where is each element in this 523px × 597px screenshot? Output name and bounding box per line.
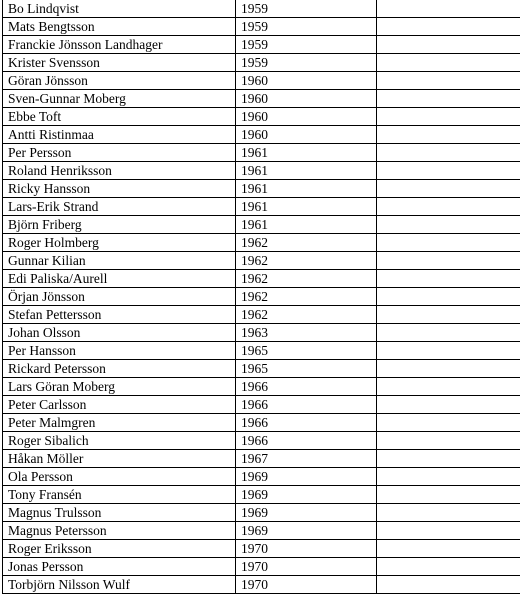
cell-name[interactable]: Ebbe Toft bbox=[3, 108, 236, 126]
cell-empty[interactable] bbox=[377, 0, 521, 18]
cell-name[interactable]: Lars Göran Moberg bbox=[3, 378, 236, 396]
cell-empty[interactable] bbox=[377, 180, 521, 198]
table-row bbox=[3, 468, 521, 486]
cell-year[interactable]: 1966 bbox=[236, 414, 377, 432]
cell-name[interactable]: Håkan Möller bbox=[3, 450, 236, 468]
cell-year[interactable]: 1965 bbox=[236, 360, 377, 378]
table-row bbox=[3, 0, 521, 18]
cell-year[interactable]: 1969 bbox=[236, 468, 377, 486]
cell-year[interactable]: 1969 bbox=[236, 522, 377, 540]
table-row bbox=[3, 576, 521, 594]
table-row bbox=[3, 18, 521, 36]
cell-year[interactable]: 1969 bbox=[236, 486, 377, 504]
cell-name[interactable]: Magnus Petersson bbox=[3, 522, 236, 540]
cell-empty[interactable] bbox=[377, 414, 521, 432]
cell-year[interactable]: 1966 bbox=[236, 432, 377, 450]
table-row bbox=[3, 306, 521, 324]
cell-name[interactable]: Roland Henriksson bbox=[3, 162, 236, 180]
cell-empty[interactable] bbox=[377, 36, 521, 54]
table-row bbox=[3, 216, 521, 234]
table-row bbox=[3, 252, 521, 270]
table-row bbox=[3, 360, 521, 378]
cell-empty[interactable] bbox=[377, 468, 521, 486]
cell-year[interactable]: 1959 bbox=[236, 36, 377, 54]
table-row bbox=[3, 432, 521, 450]
cell-empty[interactable] bbox=[377, 270, 521, 288]
cell-name[interactable]: Edi Paliska/Aurell bbox=[3, 270, 236, 288]
cell-empty[interactable] bbox=[377, 216, 521, 234]
names-table bbox=[2, 0, 520, 594]
cell-empty[interactable] bbox=[377, 360, 521, 378]
cell-year[interactable]: 1965 bbox=[236, 342, 377, 360]
cell-name[interactable]: Roger Sibalich bbox=[3, 432, 236, 450]
table-row bbox=[3, 450, 521, 468]
cell-empty[interactable] bbox=[377, 18, 521, 36]
cell-name[interactable]: Örjan Jönsson bbox=[3, 288, 236, 306]
cell-empty[interactable] bbox=[377, 234, 521, 252]
cell-year[interactable]: 1962 bbox=[236, 306, 377, 324]
table-row bbox=[3, 288, 521, 306]
cell-name[interactable]: Magnus Trulsson bbox=[3, 504, 236, 522]
cell-name[interactable]: Ricky Hansson bbox=[3, 180, 236, 198]
table-row bbox=[3, 234, 521, 252]
cell-name[interactable]: Ola Persson bbox=[3, 468, 236, 486]
cell-name[interactable]: Lars-Erik Strand bbox=[3, 198, 236, 216]
cell-name[interactable]: Björn Friberg bbox=[3, 216, 236, 234]
cell-name[interactable]: Roger Eriksson bbox=[3, 540, 236, 558]
cell-year[interactable]: 1960 bbox=[236, 126, 377, 144]
cell-empty[interactable] bbox=[377, 378, 521, 396]
cell-year[interactable]: 1960 bbox=[236, 72, 377, 90]
cell-name[interactable]: Rickard Petersson bbox=[3, 360, 236, 378]
cell-empty[interactable] bbox=[377, 576, 521, 594]
table-row bbox=[3, 270, 521, 288]
cell-empty[interactable] bbox=[377, 90, 521, 108]
cell-name[interactable]: Gunnar Kilian bbox=[3, 252, 236, 270]
table-row bbox=[3, 90, 521, 108]
cell-empty[interactable] bbox=[377, 198, 521, 216]
table-row bbox=[3, 540, 521, 558]
cell-empty[interactable] bbox=[377, 288, 521, 306]
table-row bbox=[3, 36, 521, 54]
cell-year[interactable]: 1961 bbox=[236, 162, 377, 180]
table-row bbox=[3, 108, 521, 126]
cell-empty[interactable] bbox=[377, 144, 521, 162]
spreadsheet-view bbox=[2, 0, 520, 597]
table-row bbox=[3, 342, 521, 360]
cell-empty[interactable] bbox=[377, 540, 521, 558]
table-row bbox=[3, 486, 521, 504]
cell-empty[interactable] bbox=[377, 504, 521, 522]
cell-year[interactable]: 1962 bbox=[236, 288, 377, 306]
cell-name[interactable]: Per Persson bbox=[3, 144, 236, 162]
cell-empty[interactable] bbox=[377, 486, 521, 504]
cell-empty[interactable] bbox=[377, 432, 521, 450]
cell-empty[interactable] bbox=[377, 558, 521, 576]
cell-empty[interactable] bbox=[377, 522, 521, 540]
cell-name[interactable]: Jonas Persson bbox=[3, 558, 236, 576]
table-row bbox=[3, 126, 521, 144]
cell-year[interactable]: 1966 bbox=[236, 396, 377, 414]
cell-empty[interactable] bbox=[377, 72, 521, 90]
cell-empty[interactable] bbox=[377, 342, 521, 360]
table-row bbox=[3, 378, 521, 396]
table-row bbox=[3, 414, 521, 432]
cell-year[interactable]: 1970 bbox=[236, 558, 377, 576]
cell-name[interactable]: Roger Holmberg bbox=[3, 234, 236, 252]
cell-name[interactable]: Johan Olsson bbox=[3, 324, 236, 342]
cell-year[interactable]: 1961 bbox=[236, 216, 377, 234]
cell-name[interactable]: Antti Ristinmaa bbox=[3, 126, 236, 144]
cell-empty[interactable] bbox=[377, 162, 521, 180]
table-row bbox=[3, 504, 521, 522]
cell-name[interactable]: Mats Bengtsson bbox=[3, 18, 236, 36]
cell-name[interactable]: Bo Lindqvist bbox=[3, 0, 236, 18]
table-row bbox=[3, 198, 521, 216]
table-row bbox=[3, 396, 521, 414]
cell-name[interactable]: Peter Carlsson bbox=[3, 396, 236, 414]
cell-empty[interactable] bbox=[377, 324, 521, 342]
cell-year[interactable]: 1960 bbox=[236, 108, 377, 126]
cell-name[interactable]: Per Hansson bbox=[3, 342, 236, 360]
table-row bbox=[3, 54, 521, 72]
table-row bbox=[3, 558, 521, 576]
cell-year[interactable]: 1970 bbox=[236, 540, 377, 558]
cell-year[interactable]: 1966 bbox=[236, 378, 377, 396]
cell-name[interactable]: Franckie Jönsson Landhager bbox=[3, 36, 236, 54]
cell-year[interactable]: 1959 bbox=[236, 54, 377, 72]
table-row bbox=[3, 162, 521, 180]
cell-year[interactable]: 1962 bbox=[236, 252, 377, 270]
cell-empty[interactable] bbox=[377, 396, 521, 414]
cell-year[interactable]: 1970 bbox=[236, 576, 377, 594]
cell-empty[interactable] bbox=[377, 54, 521, 72]
cell-year[interactable]: 1960 bbox=[236, 90, 377, 108]
table-row bbox=[3, 324, 521, 342]
cell-empty[interactable] bbox=[377, 450, 521, 468]
cell-year[interactable]: 1961 bbox=[236, 180, 377, 198]
table-row bbox=[3, 72, 521, 90]
cell-year[interactable]: 1969 bbox=[236, 504, 377, 522]
cell-name[interactable]: Tony Fransén bbox=[3, 486, 236, 504]
cell-empty[interactable] bbox=[377, 126, 521, 144]
cell-year[interactable]: 1959 bbox=[236, 0, 377, 18]
table-row bbox=[3, 180, 521, 198]
cell-year[interactable]: 1959 bbox=[236, 18, 377, 36]
cell-name[interactable]: Torbjörn Nilsson Wulf bbox=[3, 576, 236, 594]
cell-year[interactable]: 1961 bbox=[236, 198, 377, 216]
cell-name[interactable]: Göran Jönsson bbox=[3, 72, 236, 90]
cell-year[interactable]: 1962 bbox=[236, 234, 377, 252]
cell-name[interactable]: Peter Malmgren bbox=[3, 414, 236, 432]
cell-name[interactable]: Krister Svensson bbox=[3, 54, 236, 72]
cell-empty[interactable] bbox=[377, 306, 521, 324]
cell-year[interactable]: 1962 bbox=[236, 270, 377, 288]
cell-empty[interactable] bbox=[377, 252, 521, 270]
table-row bbox=[3, 522, 521, 540]
cell-name[interactable]: Stefan Pettersson bbox=[3, 306, 236, 324]
table-row bbox=[3, 144, 521, 162]
cell-year[interactable]: 1963 bbox=[236, 324, 377, 342]
cell-year[interactable]: 1967 bbox=[236, 450, 377, 468]
cell-empty[interactable] bbox=[377, 108, 521, 126]
cell-year[interactable]: 1961 bbox=[236, 144, 377, 162]
table-body bbox=[3, 0, 521, 594]
cell-name[interactable]: Sven-Gunnar Moberg bbox=[3, 90, 236, 108]
